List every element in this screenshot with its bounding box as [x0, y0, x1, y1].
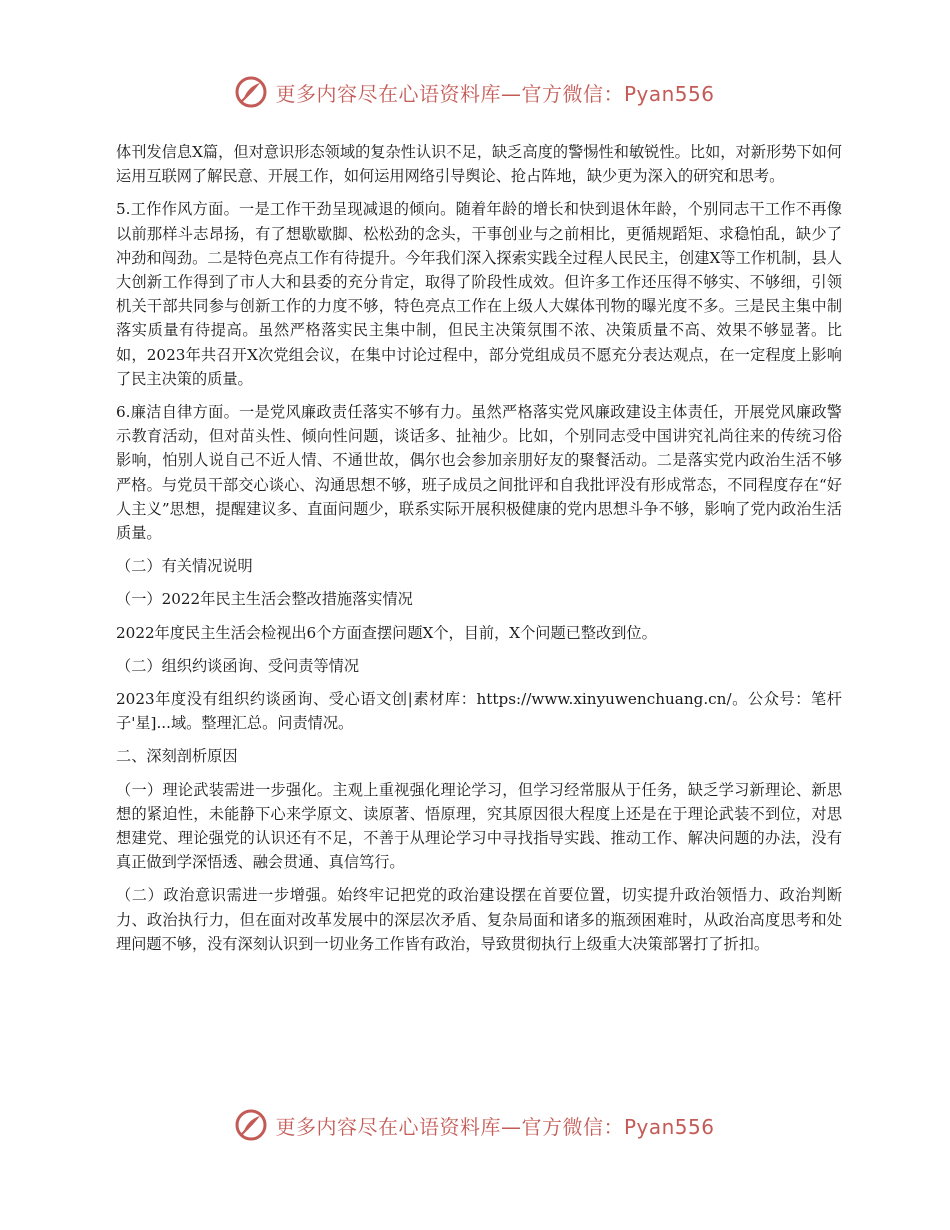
- paragraph: 2022年度民主生活会检视出6个方面查摆问题X个，目前，X个问题已整改到位。: [116, 623, 657, 642]
- paragraph: 5.工作作风方面。一是工作干劲呈现减退的倾向。随着年龄的增长和快到退休年龄，个别同志干工作不再像以前那样斗志昂扬，有了想歇歇脚、松松劲的念头，干事创业与之前相比，更循规蹈矩、求稳怕乱，缺少了冲劲和闯劲。二是特色亮点工作有待提升。今年我们深入探索实践全过程人民民主，创建X等工作机制，县人大创新工作得到了市人大和县委的充分肯定，取得了阶段性成效。但许多工作还压得不够实、不够细，引领机关干部共同参与创新工作的力度不够，特色亮点工作在上级人大媒体刊物的曝光度不多。三是民主集中制落实质量有待提高。虽然严格落实民主集中制，但民主决策氛围不浓、决策质量不高、效果不够显著。比如，2023年共召开X次党组会议，在集中讨论过程中，部分党组成员不愿充分表达观点，在一定程度上影响了民主决策的质量。: [116, 200, 842, 388]
- document-body: [116, 140, 842, 965]
- feather-quill-logo-icon: [235, 1109, 267, 1141]
- section-heading: （一）2022年民主生活会整改措施落实情况: [116, 590, 413, 609]
- paragraph: 6.廉洁自律方面。一是党风廉政责任落实不够有力。虽然严格落实党风廉政建设主体责任，开展党风廉政警示教育活动，但对苗头性、倾向性问题，谈话多、扯袖少。比如，个别同志受中国讲究礼尚往来的传统习俗影响，怕别人说自己不近人情、不通世故，偶尔也会参加亲朋好友的聚餐活动。二是落实党内政治生活不够严格。与党员干部交心谈心、沟通思想不够，班子成员之间批评和自我批评没有形成常态，不同程度存在“好人主义”思想，提醒建议多、直面问题少，联系实际开展积极健康的党内思想斗争不够，影响了党内政治生活质量。: [116, 403, 842, 543]
- paragraph: （二）政治意识需进一步增强。始终牢记把党的政治建设摆在首要位置，切实提升政治领悟力、政治判断力、政治执行力，但在面对改革发展中的深层次矛盾、复杂局面和诸多的瓶颈困难时，从政治高度思考和处理问题不够，没有深刻认识到一切业务工作皆有政治，导致贯彻执行上级重大决策部署打了折扣。: [116, 886, 842, 953]
- footer-banner: [0, 1103, 950, 1147]
- paragraph: （一）理论武装需进一步强化。主观上重视强化理论学习，但学习经常服从于任务，缺乏学习新理论、新思想的紧迫性，未能静下心来学原文、读原著、悟原理，究其原因很大程度上还是在于理论武装不到位，对思想建党、理论强党的认识还有不足，不善于从理论学习中寻找指导实践、推动工作、解决问题的办法，没有真正做到学深悟透、融会贯通、真信笃行。: [116, 780, 842, 872]
- section-heading: （二）有关情况说明: [116, 557, 253, 576]
- section-heading: 二、深刻剖析原因: [116, 747, 238, 766]
- banner-text: 更多内容尽在心语资料库—官方微信：Pyan556: [275, 81, 715, 106]
- section-heading: （二）组织约谈函询、受问责等情况: [116, 656, 359, 675]
- paragraph: 体刊发信息X篇，但对意识形态领域的复杂性认识不足，缺乏高度的警惕性和敏锐性。比如，对新形势下如何运用互联网了解民意、开展工作，如何运用网络引导舆论、抢占阵地，缺少更为深入的研究和思考。: [116, 143, 842, 186]
- header-banner: [0, 70, 950, 114]
- paragraph: 2023年度没有组织约谈函询、受心语文创|素材库：https://www.xinyuwenchuang.cn/。公众号：笔杆子'星]...域。整理汇总。问责情况。: [116, 690, 842, 733]
- feather-quill-logo-icon: [235, 76, 267, 108]
- banner-text: 更多内容尽在心语资料库—官方微信：Pyan556: [275, 1114, 715, 1139]
